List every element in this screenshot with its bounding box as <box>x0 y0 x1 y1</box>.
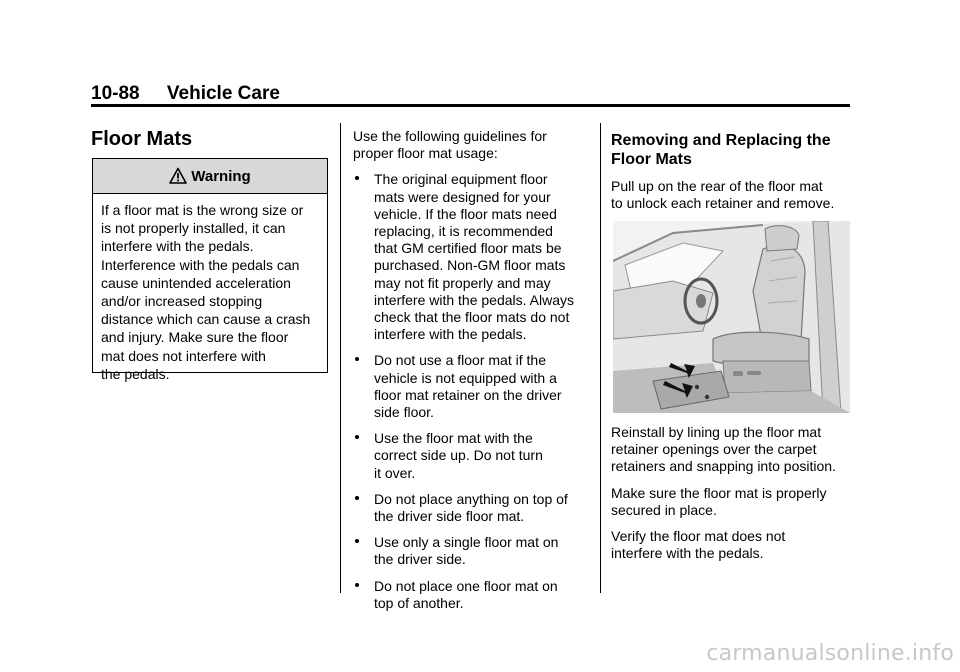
guidelines-list <box>353 171 589 612</box>
bullet-icon <box>355 496 359 500</box>
section-title: Vehicle Care <box>166 83 280 104</box>
warning-box <box>92 158 328 382</box>
warning-line: interfere with the pedals. <box>101 238 254 255</box>
list-item: Do not place anything on top of the driver side floor mat. <box>353 491 589 525</box>
paragraph: Verify the floor mat does not interfere with the pedals. <box>611 528 786 562</box>
reinstall-column <box>611 424 851 571</box>
column-divider-2 <box>600 123 601 593</box>
removing-replacing-column <box>611 131 851 221</box>
warning-triangle-icon <box>169 167 187 185</box>
warning-line: cause unintended acceleration <box>101 274 291 291</box>
removing-replacing-heading: Removing and Replacing the Floor Mats <box>611 132 831 168</box>
page-number: 10-88 <box>91 83 140 104</box>
bullet-icon <box>355 435 359 439</box>
warning-line: and/or increased stopping <box>101 293 263 310</box>
paragraph: Pull up on the rear of the floor mat to unlock each retainer and remove. <box>611 178 835 212</box>
warning-line: Interference with the pedals can <box>101 256 300 273</box>
watermark: carmanualsonline.info <box>706 641 954 666</box>
bullet-icon <box>355 357 359 361</box>
warning-line: is not properly installed, it can <box>101 220 286 237</box>
list-item: The original equipment floor mats were designed for your vehicle. If the floor mats need replacing, it is recommended that GM certified floor mats be purchased. Non-GM floor mats may not fit properly and may interfere with the pedals. Always check that the floor mats do not interfere with the pedals. <box>353 171 589 343</box>
page-header <box>91 82 850 106</box>
list-item: Use only a single floor mat on the driver side. <box>353 534 589 568</box>
warning-label: Warning <box>191 167 251 185</box>
bullet-icon <box>355 583 359 587</box>
list-item: Do not place one floor mat on top of another. <box>353 578 589 612</box>
header-rule <box>91 104 850 107</box>
guidelines-intro: Use the following guidelines for proper floor mat usage: <box>353 128 547 162</box>
column-divider-1 <box>340 123 341 593</box>
floor-mats-title: Floor Mats <box>91 128 193 150</box>
warning-text <box>93 194 327 383</box>
warning-line: distance which can cause a crash <box>101 311 311 328</box>
warning-line: If a floor mat is the wrong size or <box>101 202 304 218</box>
bullet-icon <box>355 176 359 180</box>
warning-line: mat does not interfere with <box>101 347 266 364</box>
guidelines-column <box>353 128 589 621</box>
list-item: Do not use a floor mat if the vehicle is not equipped with a floor mat retainer on the driver side floor. <box>353 352 589 421</box>
paragraph: Reinstall by lining up the floor mat retainer openings over the carpet retainers and snapping into position. <box>611 424 836 475</box>
warning-header <box>93 159 327 194</box>
floor-mat-retainer-illustration <box>613 221 850 413</box>
warning-line: the pedals. <box>101 365 170 382</box>
warning-line: and injury. Make sure the floor <box>101 329 289 346</box>
bullet-icon <box>355 539 359 543</box>
paragraph: Make sure the floor mat is properly secured in place. <box>611 484 827 518</box>
list-item: Use the floor mat with the correct side up. Do not turn it over. <box>353 430 589 482</box>
